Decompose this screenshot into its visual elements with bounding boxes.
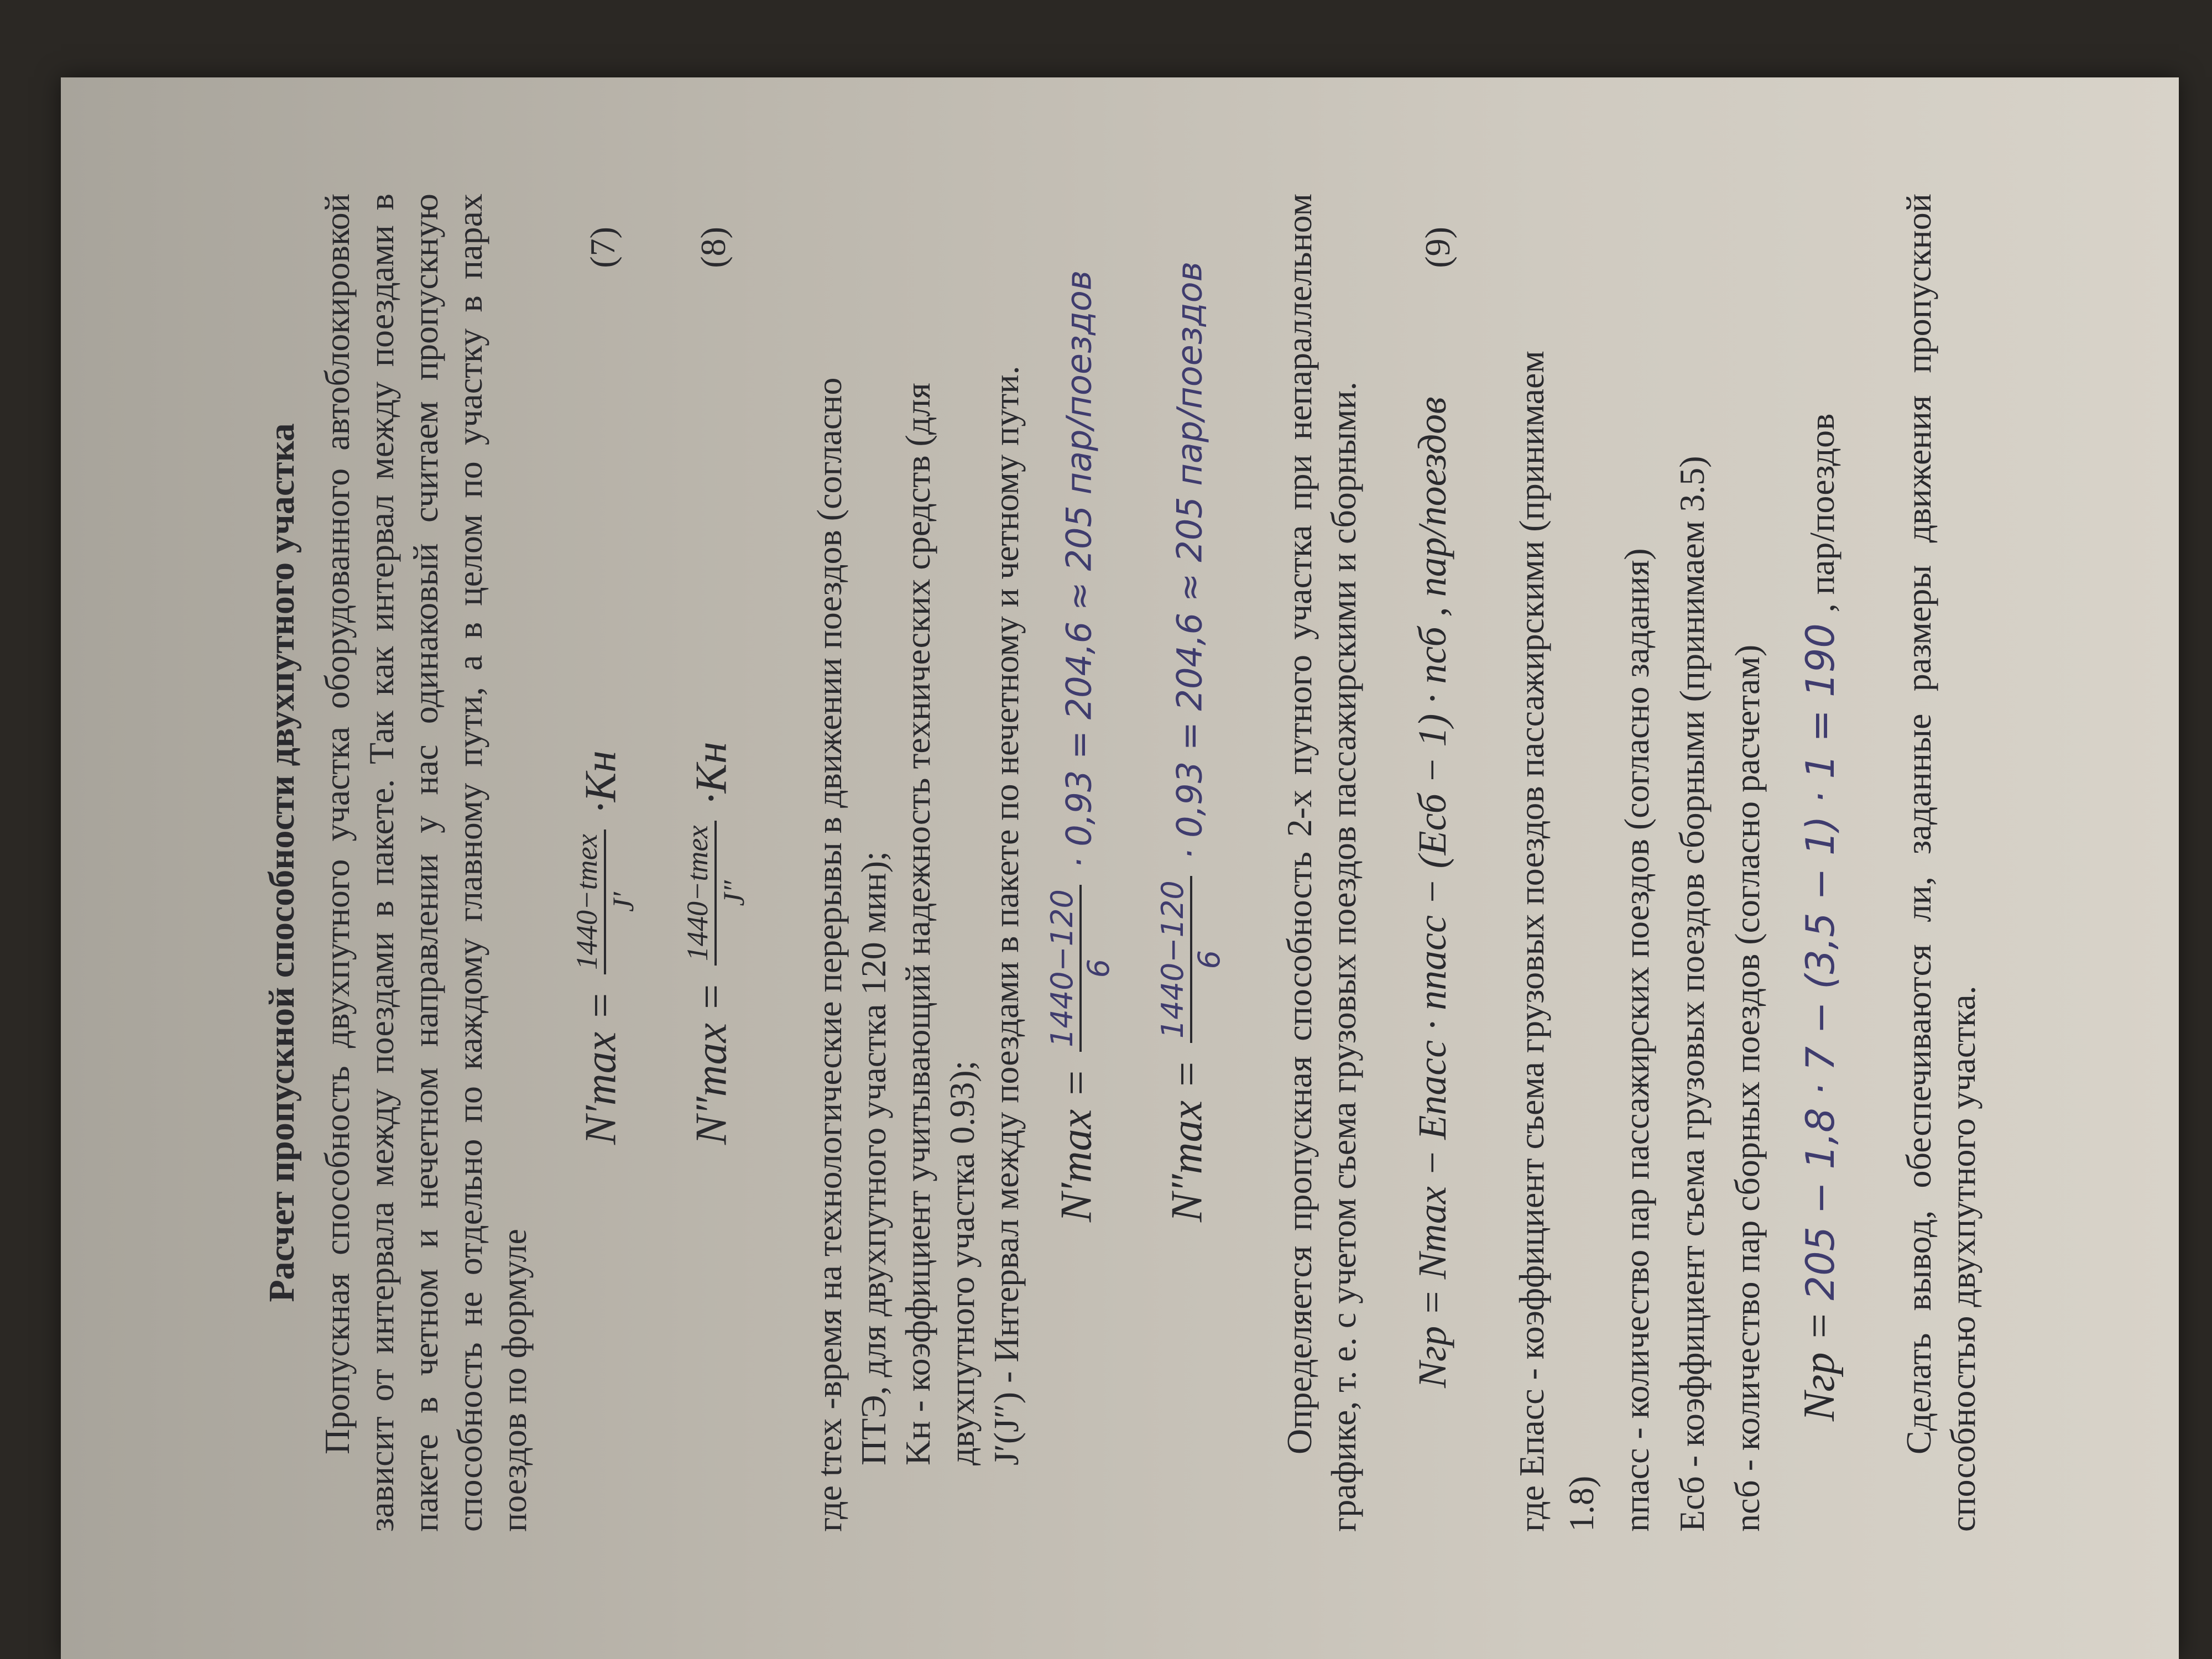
section-2-paragraph: Определяется пропускная способность 2-х путного участка при непараллельном графике, т. е. с учетом съема грузовых поездов пассажирскими и сборными. xyxy=(1280,194,1363,1532)
calc-9-lhs: Nгр = xyxy=(1795,1311,1844,1421)
formula-7-numerator: 1440−tтех xyxy=(570,830,606,974)
formula-8-denominator: J″ xyxy=(717,880,750,906)
page-title: Расчет пропускной способности двухпутного участка xyxy=(262,423,302,1302)
formula-7-tail: ·Kн xyxy=(576,750,625,813)
calc-8-fraction xyxy=(1156,876,1227,1043)
formula-8-numerator: 1440−tтех xyxy=(680,821,717,966)
calc-9 xyxy=(1797,414,1844,1421)
e-pass-line-2: 1.8) xyxy=(1562,1475,1601,1532)
kn-line-2: двухпутного участка 0.93); xyxy=(942,1060,982,1465)
calc-7-denominator: 6 xyxy=(1081,958,1116,978)
e-pass-line: где Eпасс - коэффициент съема грузовых поездов пассажирскими (принимаем xyxy=(1512,351,1551,1532)
calc-8 xyxy=(1156,262,1227,1222)
formula-7-number: (7) xyxy=(583,227,622,268)
calc-9-unit: , пар/поездов xyxy=(1802,413,1841,613)
formula-7-fraction xyxy=(570,830,640,974)
e-sb-line: Eсб - коэффициент съема грузовых поездов сборными (принимаем 3.5) xyxy=(1672,456,1712,1532)
interval-line: J′(J″) - Интервал между поездами в пакете по нечетному и четному пути. xyxy=(987,366,1026,1465)
intro-paragraph: Пропускная способность двухпутного участка оборудованного автоблокировкой зависит от интервала между поездами в пакете. Так как интервал между поездами в пакете в четном и нечетном направлении у нас одинаковый считаем пропускную способность не отдельно по каждому главному пути, а в целом по участку в парах поездов по формуле xyxy=(317,194,534,1532)
formula-8-tail: ·Kн xyxy=(687,742,736,805)
formula-8-lhs: N″max = xyxy=(687,982,736,1145)
calc-9-handwritten: 205 − 1,8 · 7 − (3,5 − 1) · 1 = 190 xyxy=(1798,623,1843,1301)
kn-line: Kн - коэффициент учитывающий надежность технических средств (для xyxy=(898,383,937,1465)
calc-8-denominator: 6 xyxy=(1192,950,1227,969)
n-pass-line: nпасс - количество пар пассажирских поездов (согласно задания) xyxy=(1617,548,1656,1532)
calc-8-numerator: 1440−120 xyxy=(1156,876,1192,1043)
calc-7-numerator: 1440−120 xyxy=(1045,885,1082,1052)
where-t-line-2: ПТЭ, для двухпутного участка 120 мин); xyxy=(854,851,893,1465)
conclusion-paragraph: Сделать вывод, обеспечиваются ли, заданные размеры движения пропускной способностью двухпутного участка. xyxy=(1899,194,1983,1532)
calc-7-fraction xyxy=(1045,885,1116,1052)
formula-7-denominator: J′ xyxy=(607,892,640,912)
where-t-line: где tтех -время на технологические перерывы в движении поездов (согласно xyxy=(810,377,849,1532)
calc-7-lhs: N′max = xyxy=(1052,1068,1101,1222)
n-sb-line: nсб - количество пар сборных поездов (согласно расчетам) xyxy=(1728,644,1767,1532)
document-page xyxy=(260,194,2129,1532)
formula-8-fraction xyxy=(680,821,751,966)
formula-8 xyxy=(680,742,751,1145)
formula-8-number: (8) xyxy=(693,227,733,268)
calc-8-lhs: N″max = xyxy=(1162,1060,1212,1222)
calc-7 xyxy=(1045,270,1116,1222)
formula-9: Nгр = Nmax − Eпасс · nпасс − (Eсб − 1) · nсб , пар/поездов xyxy=(1410,397,1454,1388)
formula-7-lhs: N′max = xyxy=(576,990,625,1145)
calc-7-result: · 0,93 = 204,6 ≈ 205 пар/поездов xyxy=(1058,270,1099,869)
calc-8-result: · 0,93 = 204,6 ≈ 205 пар/поездов xyxy=(1169,261,1210,860)
formula-7 xyxy=(570,750,640,1145)
formula-9-number: (9) xyxy=(1418,227,1457,268)
